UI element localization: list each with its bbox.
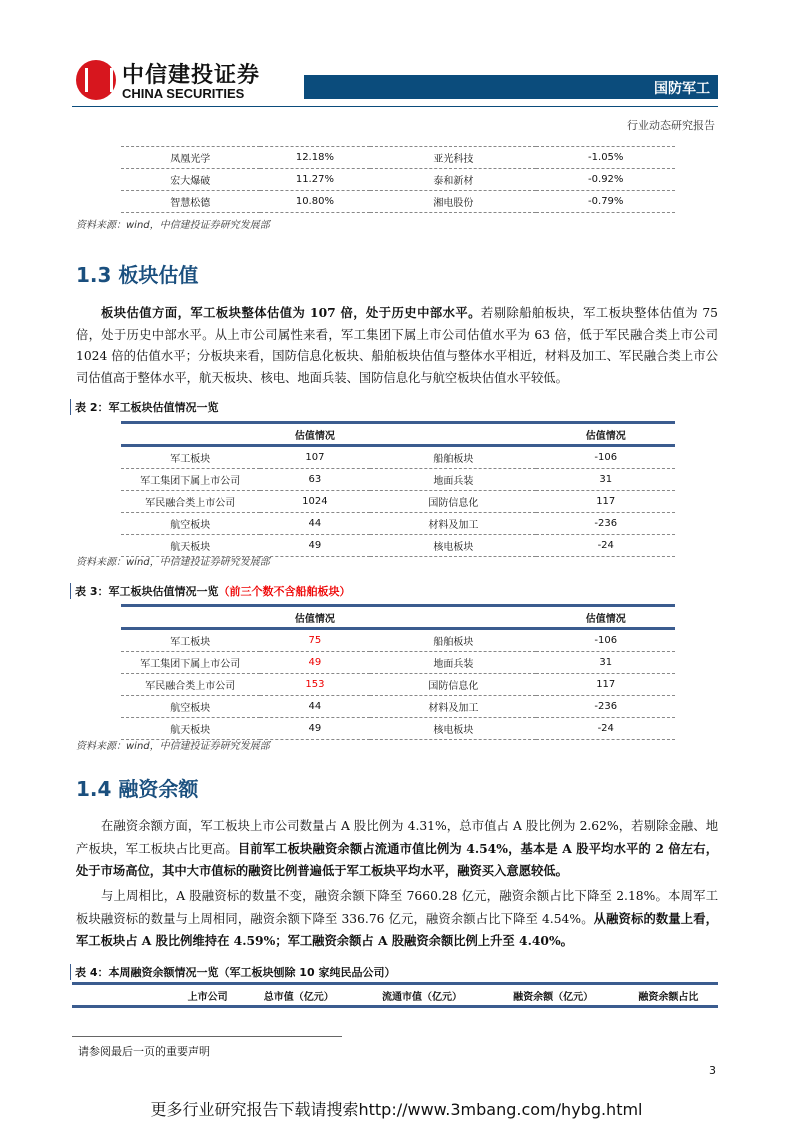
paragraph-text: 与上周相比，A 股融资标的数量不变，融资余额下降至 7660.28 亿元，融资余额占比下降至 2.18%。本周军工板块融资标的数量与上周相同，融资余额下降至 336.76 亿元，融资余额占比下降至 4.54%。 (76, 889, 718, 926)
table-cell: 44 (260, 513, 371, 535)
paragraph-bold: 目前军工板块融资余额占流通市值比例为 4.54%，基本是 A 股平均水平的 2 倍左右，处于市场高位，其中大市值标的融资比例普遍低于军工板块平均水平，融资买入意愿较低。 (76, 840, 718, 878)
table-cell: -1.05% (536, 147, 675, 169)
table-cell: 船舶板块 (370, 629, 536, 652)
table-cell: 107 (260, 446, 371, 469)
table-cell: 12.18% (260, 147, 371, 169)
table-3 (121, 604, 675, 740)
table-cell: 军工集团下属上市公司 (121, 652, 260, 674)
table-1 (121, 146, 675, 213)
table-cell: -106 (536, 629, 675, 652)
sector-banner (304, 75, 718, 99)
table-cell: 材料及加工 (370, 696, 536, 718)
footer-divider (72, 1036, 342, 1037)
table-row (121, 147, 675, 169)
table-row (121, 629, 675, 652)
table-row (121, 652, 675, 674)
caption-text: 表 3：军工板块估值情况一览 (75, 585, 219, 598)
table-cell: 航空板块 (121, 513, 260, 535)
column-header: 估值情况 (536, 423, 675, 446)
table-cell: 117 (536, 674, 675, 696)
watermark-link[interactable]: 更多行业研究报告下载请搜索http://www.3mbang.com/hybg.html (150, 1100, 643, 1119)
table-cell: 153 (260, 674, 371, 696)
table-cell: 44 (260, 696, 371, 718)
table-row (121, 696, 675, 718)
table-cell: 75 (260, 629, 371, 652)
table-row (121, 513, 675, 535)
table-cell: 湘电股份 (370, 191, 536, 213)
paragraph-valuation (76, 302, 718, 389)
table-cell: 国防信息化 (370, 674, 536, 696)
table-row (121, 469, 675, 491)
table-cell: 10.80% (260, 191, 371, 213)
table-row (121, 674, 675, 696)
paragraph-margin-1 (76, 816, 718, 883)
column-header: 流通市值（亿元） (356, 984, 487, 1007)
table-cell: 亚光科技 (370, 147, 536, 169)
table-cell: 军民融合类上市公司 (121, 674, 260, 696)
column-header: 估值情况 (260, 606, 371, 629)
table-cell: 地面兵装 (370, 652, 536, 674)
table-cell: 军工集团下属上市公司 (121, 469, 260, 491)
section-heading-1-4: 1.4 融资余额 (76, 777, 199, 801)
table-cell: 凤凰光学 (121, 147, 260, 169)
table-cell: 63 (260, 469, 371, 491)
table-2 (121, 421, 675, 557)
table-cell: 军工板块 (121, 446, 260, 469)
column-header: 估值情况 (536, 606, 675, 629)
table-cell: 核电板块 (370, 535, 536, 557)
table-cell: 航天板块 (121, 718, 260, 740)
paragraph-margin-2 (76, 886, 718, 953)
paragraph-text: 在融资余额方面，军工板块上市公司数量占 A 股比例为 4.31%，总市值占 A 股比例为 2.62%，若剔除金融、地产板块，军工板块占比更高。 (76, 819, 718, 856)
table-cell: 1024 (260, 491, 371, 513)
table-cell: 船舶板块 (370, 446, 536, 469)
caption-note: （前三个数不含船舶板块） (218, 585, 351, 598)
column-header (370, 606, 536, 629)
table-2-caption: 表 2：军工板块估值情况一览 (70, 399, 218, 415)
table-cell: 117 (536, 491, 675, 513)
source-note: 资料来源：wind，中信建投证券研究发展部 (76, 220, 270, 231)
table-cell: 49 (260, 718, 371, 740)
table-cell: 泰和新材 (370, 169, 536, 191)
section-heading-1-3: 1.3 板块估值 (76, 263, 199, 287)
source-note: 资料来源：wind，中信建投证券研究发展部 (76, 741, 270, 752)
table-4-caption: 表 4：本周融资余额情况一览（军工板块刨除 10 家纯民品公司） (70, 964, 395, 980)
table-cell: -236 (536, 513, 675, 535)
column-header: 估值情况 (260, 423, 371, 446)
table-cell: 核电板块 (370, 718, 536, 740)
paragraph-bold: 板块估值方面，军工板块整体估值为 107 倍，处于历史中部水平。 (101, 305, 481, 320)
table-cell: 军民融合类上市公司 (121, 491, 260, 513)
table-cell: 49 (260, 535, 371, 557)
table-cell: 材料及加工 (370, 513, 536, 535)
table-cell: 航天板块 (121, 535, 260, 557)
table-row (121, 446, 675, 469)
paragraph-text: 若剔除船舶板块，军工板块整体估值为 75 倍，处于历史中部水平。从上市公司属性来看，军工集团下属上市公司估值水平为 63 倍，低于军民融合类上市公司 1024 倍的估值水平；分板块来看，国防信息化板块、船舶板块估值与整体水平相近，材料及加工、军民融合类上市公司估值高于整体水平，航天板块、核电、地面兵装、国防信息化与航空板块估值水平较低。 (76, 306, 719, 385)
page-number: 3 (709, 1064, 716, 1077)
table-cell: -24 (536, 718, 675, 740)
table-cell: 31 (536, 469, 675, 491)
table-cell: -0.79% (536, 191, 675, 213)
column-header: 总市值（亿元） (241, 984, 356, 1007)
column-header: 上市公司 (174, 984, 241, 1007)
report-type: 行业动态研究报告 (627, 119, 715, 132)
table-cell: 11.27% (260, 169, 371, 191)
logo-icon (76, 60, 116, 100)
disclaimer: 请参阅最后一页的重要声明 (78, 1045, 210, 1058)
column-header: 融资余额占比 (619, 984, 718, 1007)
table-cell: -0.92% (536, 169, 675, 191)
sector-label: 国防军工 (654, 81, 710, 97)
table-cell: 地面兵装 (370, 469, 536, 491)
logo-text-cn: 中信建投证券 (122, 63, 261, 88)
table-3-caption (70, 583, 350, 599)
table-cell: 31 (536, 652, 675, 674)
column-header: 融资余额（亿元） (488, 984, 619, 1007)
table-row (121, 169, 675, 191)
column-header (121, 423, 260, 446)
paragraph-bold: 从融资标的数量上看，军工板块占 A 股比例维持在 4.59%；军工融资余额占 A 股融资余额比例上升至 4.40%。 (76, 910, 718, 948)
table-cell: 49 (260, 652, 371, 674)
header-divider (72, 106, 718, 107)
table-row (121, 491, 675, 513)
table-cell: -24 (536, 535, 675, 557)
table-4 (72, 982, 718, 1008)
table-cell: 智慧松德 (121, 191, 260, 213)
table-cell: 航空板块 (121, 696, 260, 718)
table-cell: -106 (536, 446, 675, 469)
source-note: 资料来源：wind，中信建投证券研究发展部 (76, 557, 270, 568)
column-header (370, 423, 536, 446)
table-cell: -236 (536, 696, 675, 718)
table-cell: 国防信息化 (370, 491, 536, 513)
table-cell: 军工板块 (121, 629, 260, 652)
column-header (121, 606, 260, 629)
table-row (121, 191, 675, 213)
table-cell: 宏大爆破 (121, 169, 260, 191)
logo-text-en: CHINA SECURITIES (122, 86, 245, 101)
